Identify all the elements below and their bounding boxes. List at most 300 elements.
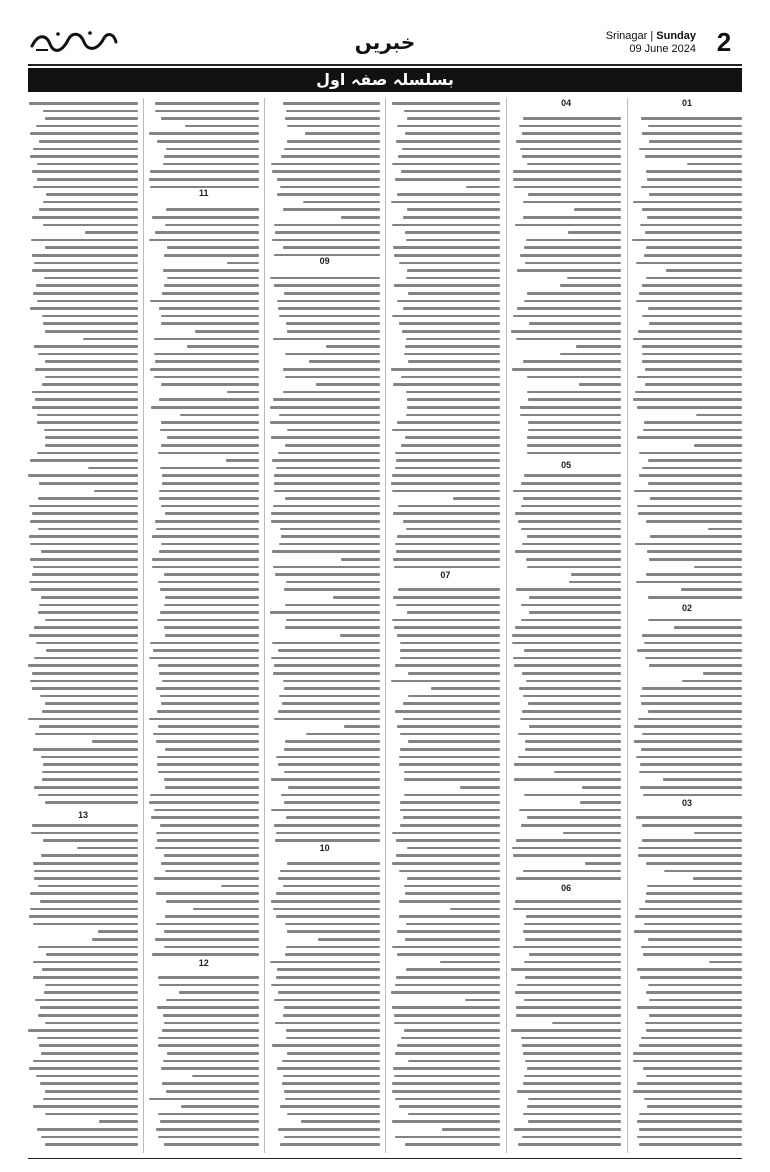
text-line (403, 718, 501, 721)
text-line (156, 892, 259, 895)
text-line (152, 216, 259, 219)
text-line (639, 148, 742, 151)
text-line (92, 740, 138, 743)
text-line (398, 588, 500, 591)
text-line (35, 733, 138, 736)
text-line (165, 786, 259, 789)
text-line (440, 961, 500, 964)
text-line (287, 125, 379, 128)
text-line (403, 702, 500, 705)
text-line (270, 406, 379, 409)
text-line (648, 125, 742, 128)
text-line (393, 512, 501, 515)
text-line (273, 566, 380, 569)
text-line (400, 824, 501, 827)
text-line (524, 794, 621, 797)
text-line (149, 1098, 259, 1101)
text-line (192, 1075, 258, 1078)
text-line (453, 497, 500, 500)
text-line (524, 300, 621, 303)
text-line (529, 322, 621, 325)
text-line (187, 345, 259, 348)
text-line (637, 1136, 742, 1139)
text-line (278, 991, 380, 994)
text-line (283, 246, 380, 249)
text-line (523, 117, 621, 120)
text-line (161, 421, 259, 424)
text-line (523, 216, 621, 219)
text-line (164, 854, 259, 857)
text-line (43, 1098, 138, 1101)
text-line (391, 991, 500, 994)
text-line (642, 733, 742, 736)
text-line (42, 778, 138, 781)
text-line (31, 832, 138, 835)
text-line (33, 1060, 138, 1063)
text-line (156, 1128, 258, 1131)
text-line (286, 1037, 379, 1040)
text-line (37, 1037, 138, 1040)
text-line (153, 733, 259, 736)
text-line (395, 710, 501, 713)
text-line (392, 163, 500, 166)
text-line (523, 930, 621, 933)
text-line (516, 338, 622, 341)
continuation-banner: بسلسلہ صفہ اول (28, 68, 742, 92)
text-line (41, 596, 138, 599)
text-line (528, 702, 622, 705)
text-line (579, 383, 621, 386)
text-line (397, 193, 500, 196)
text-line (30, 520, 138, 523)
text-line (397, 421, 501, 424)
text-line (41, 854, 138, 857)
text-line (642, 345, 742, 348)
text-line (521, 604, 621, 607)
text-line (640, 695, 742, 698)
text-line (160, 467, 259, 470)
text-line (162, 474, 259, 477)
text-line (163, 1014, 259, 1017)
text-line (273, 672, 380, 675)
text-line (44, 991, 138, 994)
text-line (83, 338, 138, 341)
text-line (574, 208, 622, 211)
text-line (287, 140, 380, 143)
text-line (30, 132, 138, 135)
text-line (402, 148, 500, 151)
text-line (521, 1037, 621, 1040)
text-line (646, 277, 742, 280)
text-line (642, 132, 742, 135)
text-line (399, 915, 501, 918)
text-line (281, 794, 380, 797)
text-line (525, 748, 621, 751)
text-line (274, 284, 379, 287)
text-line (32, 269, 138, 272)
text-line (525, 740, 621, 743)
text-line (408, 1113, 500, 1116)
column-body-text (149, 98, 259, 1153)
text-line (642, 824, 742, 827)
text-line (272, 642, 379, 645)
text-line (399, 900, 500, 903)
text-line (394, 284, 501, 287)
text-line (521, 528, 621, 531)
text-line (465, 999, 500, 1002)
text-line (514, 763, 621, 766)
text-line (513, 178, 622, 181)
text-line (392, 862, 500, 865)
text-line (37, 163, 138, 166)
text-line (42, 710, 138, 713)
text-line (403, 520, 500, 523)
text-line (150, 642, 258, 645)
text-line (280, 1143, 380, 1146)
text-line (524, 961, 622, 964)
text-line (158, 581, 259, 584)
text-line (34, 870, 138, 873)
text-line (158, 771, 259, 774)
text-line (687, 163, 742, 166)
text-line (396, 550, 500, 553)
text-line (166, 900, 259, 903)
text-line (280, 870, 379, 873)
text-line (393, 383, 501, 386)
text-line (399, 870, 500, 873)
text-line (43, 201, 138, 204)
text-line (43, 322, 138, 325)
text-line (639, 908, 742, 911)
section-marker: 01 (632, 98, 742, 108)
text-line (274, 824, 380, 827)
text-line (31, 588, 138, 591)
text-line (648, 459, 742, 462)
text-line (407, 208, 500, 211)
text-line (648, 710, 742, 713)
text-line (37, 178, 138, 181)
column-divider (627, 98, 628, 1153)
text-line (33, 186, 138, 189)
text-line (160, 824, 259, 827)
text-line (522, 672, 621, 675)
text-line (635, 915, 742, 918)
text-line (284, 1090, 379, 1093)
text-line (38, 528, 138, 531)
text-line (277, 193, 379, 196)
text-line (406, 239, 500, 242)
text-line (195, 330, 258, 333)
text-line (30, 459, 138, 462)
section-title: خبریں (354, 30, 416, 54)
text-line (517, 1090, 621, 1093)
text-line (164, 284, 259, 287)
text-line (158, 1113, 259, 1116)
text-line (694, 832, 742, 835)
text-line (516, 140, 621, 143)
text-line (164, 604, 259, 607)
text-line (161, 543, 259, 546)
text-line (648, 984, 742, 987)
text-line (285, 626, 379, 629)
text-line (648, 619, 742, 622)
text-line (276, 832, 379, 835)
text-line (157, 710, 259, 713)
text-line (527, 535, 621, 538)
text-line (641, 946, 742, 949)
text-line (633, 1052, 742, 1055)
text-line (283, 368, 379, 371)
text-line (636, 262, 742, 265)
text-line (405, 938, 500, 941)
text-line (523, 201, 621, 204)
text-line (633, 398, 742, 401)
text-line (270, 611, 380, 614)
text-line (397, 300, 500, 303)
text-line (520, 414, 622, 417)
text-line (161, 117, 259, 120)
text-line (284, 687, 380, 690)
text-line (682, 680, 742, 683)
text-line (159, 550, 259, 553)
text-line (37, 414, 138, 417)
text-line (560, 284, 621, 287)
text-line (221, 885, 259, 888)
text-line (46, 649, 138, 652)
text-line (155, 938, 259, 941)
text-line (33, 148, 138, 151)
text-line (528, 421, 622, 424)
text-line (150, 794, 259, 797)
text-line (99, 1120, 138, 1123)
text-line (527, 376, 622, 379)
text-line (639, 1044, 742, 1047)
text-line (396, 854, 500, 857)
text-line (525, 1060, 621, 1063)
text-line (285, 497, 379, 500)
text-line (400, 657, 500, 660)
column-divider (385, 98, 386, 1153)
footer-divider (28, 1158, 742, 1159)
text-line (527, 391, 621, 394)
text-line (514, 664, 622, 667)
text-line (28, 1029, 138, 1032)
text-line (514, 1128, 621, 1131)
text-line (529, 725, 621, 728)
section-marker: 12 (149, 958, 259, 968)
text-line (38, 611, 138, 614)
text-line (642, 687, 742, 690)
text-line (642, 634, 742, 637)
text-line (163, 163, 258, 166)
text-line (279, 315, 379, 318)
text-line (526, 239, 621, 242)
text-line (517, 307, 621, 310)
text-line (394, 626, 501, 629)
text-line (43, 110, 138, 113)
text-line (163, 269, 259, 272)
text-line (272, 550, 380, 553)
text-line (41, 1136, 138, 1139)
text-line (285, 376, 380, 379)
text-line (518, 1143, 621, 1146)
text-line (282, 1082, 380, 1085)
text-line (303, 201, 380, 204)
text-line (157, 763, 259, 766)
text-line (525, 938, 621, 941)
text-line (39, 140, 138, 143)
text-line (45, 1090, 138, 1093)
text-line (522, 1044, 621, 1047)
text-line (400, 748, 501, 751)
text-line (309, 360, 380, 363)
text-line (401, 444, 500, 447)
text-line (645, 383, 742, 386)
text-line (273, 505, 379, 508)
text-line (45, 1113, 138, 1116)
text-line (518, 733, 621, 736)
text-line (639, 771, 742, 774)
text-line (286, 619, 380, 622)
text-line (528, 1098, 621, 1101)
text-line (98, 930, 138, 933)
text-line (167, 436, 259, 439)
text-line (395, 467, 500, 470)
text-line (391, 368, 500, 371)
text-line (274, 224, 380, 227)
text-line (399, 262, 501, 265)
text-line (511, 1029, 621, 1032)
text-line (643, 794, 742, 797)
text-line (649, 140, 742, 143)
text-line (513, 854, 621, 857)
text-line (391, 201, 501, 204)
text-line (392, 429, 501, 432)
text-line (29, 581, 138, 584)
text-line (34, 262, 138, 265)
text-line (681, 588, 742, 591)
text-line (393, 1067, 501, 1070)
text-line (272, 1044, 380, 1047)
text-line (554, 771, 621, 774)
text-line (274, 482, 379, 485)
article-column-3 (390, 98, 500, 1153)
text-line (524, 246, 622, 249)
text-line (193, 908, 259, 911)
text-line (523, 1113, 621, 1116)
text-line (155, 231, 259, 234)
text-line (154, 376, 259, 379)
text-line (406, 414, 500, 417)
text-line (166, 148, 259, 151)
text-line (275, 1022, 380, 1025)
text-line (520, 718, 621, 721)
text-line (392, 224, 501, 227)
text-line (28, 664, 138, 667)
text-line (156, 832, 259, 835)
text-line (285, 444, 380, 447)
text-line (159, 307, 259, 310)
text-line (45, 1022, 138, 1025)
text-line (165, 748, 259, 751)
text-line (395, 1052, 501, 1055)
text-line (523, 870, 621, 873)
text-line (283, 680, 379, 683)
text-line (155, 520, 259, 523)
text-line (32, 170, 138, 173)
text-line (393, 596, 500, 599)
text-line (632, 239, 742, 242)
text-line (648, 307, 742, 310)
text-line (301, 1120, 380, 1123)
text-line (524, 923, 621, 926)
text-line (156, 528, 259, 531)
text-line (520, 254, 621, 257)
text-line (278, 452, 379, 455)
text-line (305, 132, 379, 135)
text-line (344, 725, 379, 728)
text-line (285, 923, 380, 926)
text-line (287, 862, 379, 865)
section-marker: 03 (632, 798, 742, 808)
text-line (281, 155, 380, 158)
text-line (316, 383, 380, 386)
text-line (41, 550, 138, 553)
text-line (524, 1075, 621, 1078)
text-line (161, 322, 258, 325)
text-line (162, 1029, 259, 1032)
text-line (637, 376, 742, 379)
text-line (515, 550, 621, 553)
text-line (275, 231, 380, 234)
text-line (643, 953, 742, 956)
text-line (226, 459, 259, 462)
text-line (36, 125, 138, 128)
text-line (45, 360, 138, 363)
text-line (522, 1136, 621, 1139)
text-line (271, 778, 380, 781)
text-line (397, 930, 501, 933)
text-line (284, 801, 379, 804)
text-line (392, 1082, 501, 1085)
text-line (518, 756, 621, 759)
text-line (635, 543, 742, 546)
section-marker: 04 (511, 98, 621, 108)
text-line (648, 482, 742, 485)
text-line (638, 847, 742, 850)
text-line (33, 961, 138, 964)
text-line (407, 117, 500, 120)
text-line (154, 877, 259, 880)
text-line (32, 573, 138, 576)
text-line (276, 892, 380, 895)
text-line (41, 1052, 138, 1055)
text-line (46, 953, 138, 956)
text-line (150, 170, 259, 173)
text-line (159, 984, 259, 987)
text-line (405, 1143, 500, 1146)
text-line (29, 634, 138, 637)
text-line (406, 391, 501, 394)
text-line (515, 626, 621, 629)
text-line (157, 839, 259, 842)
text-line (649, 322, 742, 325)
text-line (272, 170, 379, 173)
text-line (161, 505, 259, 508)
text-line (639, 292, 742, 295)
text-line (585, 862, 621, 865)
text-line (287, 1113, 379, 1116)
